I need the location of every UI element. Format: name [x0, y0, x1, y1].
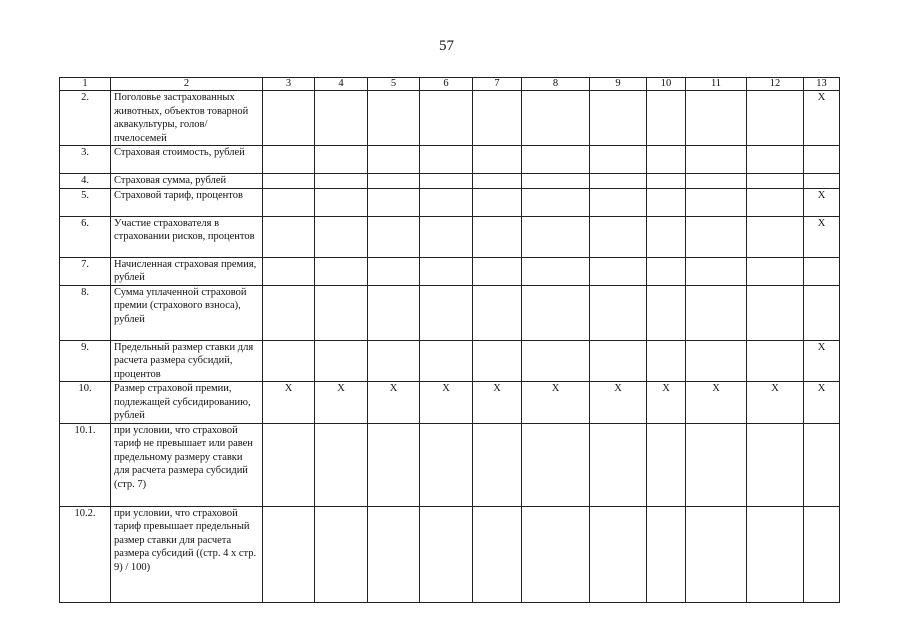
empty-cell: [747, 423, 804, 506]
row-label: Начисленная страховая премия, рублей: [111, 257, 263, 285]
table-row: [60, 146, 840, 174]
empty-cell: [522, 506, 590, 602]
empty-cell: [473, 216, 522, 257]
row-label: Сумма уплаченной страховой премии (страхового взноса), рублей: [111, 285, 263, 340]
empty-cell: [473, 174, 522, 189]
row-label: Размер страховой премии, подлежащей субсидированию, рублей: [111, 382, 263, 424]
row-label: при условии, что страховой тариф не превышает или равен предельному размеру ставки для расчета размера субсидий (стр. 7): [111, 423, 263, 506]
empty-cell: [263, 91, 315, 146]
empty-cell: [747, 188, 804, 216]
row-label: Поголовье застрахованных животных, объектов товарной аквакультуры, голов/пчелосемей: [111, 91, 263, 146]
empty-cell: [686, 216, 747, 257]
empty-cell: [420, 216, 473, 257]
empty-cell: [522, 146, 590, 174]
empty-cell: [473, 257, 522, 285]
empty-cell: [747, 174, 804, 189]
empty-cell: [420, 188, 473, 216]
x-mark-cell: X: [686, 382, 747, 424]
row-number: 10.2.: [60, 506, 111, 602]
column-header: 13: [804, 78, 840, 91]
x-mark-cell: X: [647, 382, 686, 424]
empty-cell: [686, 91, 747, 146]
empty-cell: [647, 188, 686, 216]
empty-cell: [315, 188, 368, 216]
empty-cell: [804, 285, 840, 340]
empty-cell: [420, 506, 473, 602]
empty-cell: [522, 257, 590, 285]
empty-cell: [263, 285, 315, 340]
empty-cell: [804, 423, 840, 506]
empty-cell: [522, 340, 590, 382]
row-number: 9.: [60, 340, 111, 382]
header-row: [60, 78, 840, 91]
row-number: 5.: [60, 188, 111, 216]
column-header: 7: [473, 78, 522, 91]
table-row: [60, 506, 840, 602]
x-mark-cell: X: [590, 382, 647, 424]
empty-cell: [590, 423, 647, 506]
empty-cell: [315, 506, 368, 602]
empty-cell: [473, 188, 522, 216]
empty-cell: [522, 423, 590, 506]
row-label: Страховая сумма, рублей: [111, 174, 263, 189]
empty-cell: [590, 188, 647, 216]
column-header: 4: [315, 78, 368, 91]
column-header: 5: [368, 78, 420, 91]
empty-cell: [368, 285, 420, 340]
empty-cell: [420, 423, 473, 506]
empty-cell: [263, 423, 315, 506]
empty-cell: [263, 506, 315, 602]
empty-cell: [473, 91, 522, 146]
empty-cell: [686, 340, 747, 382]
column-header: 6: [420, 78, 473, 91]
empty-cell: [590, 146, 647, 174]
empty-cell: [315, 91, 368, 146]
empty-cell: [647, 146, 686, 174]
empty-cell: [647, 91, 686, 146]
table-row: [60, 91, 840, 146]
empty-cell: [747, 340, 804, 382]
table-row: [60, 382, 840, 424]
column-header: 11: [686, 78, 747, 91]
empty-cell: [368, 188, 420, 216]
row-label: Предельный размер ставки для расчета размера субсидий, процентов: [111, 340, 263, 382]
row-number: 6.: [60, 216, 111, 257]
empty-cell: [420, 91, 473, 146]
empty-cell: [647, 423, 686, 506]
row-number: 3.: [60, 146, 111, 174]
table-row: [60, 216, 840, 257]
data-table: [59, 77, 840, 603]
table-row: [60, 257, 840, 285]
empty-cell: [522, 174, 590, 189]
column-header: 8: [522, 78, 590, 91]
empty-cell: [747, 257, 804, 285]
empty-cell: [263, 146, 315, 174]
empty-cell: [686, 257, 747, 285]
table-row: [60, 285, 840, 340]
empty-cell: [315, 285, 368, 340]
empty-cell: [473, 423, 522, 506]
column-header: 12: [747, 78, 804, 91]
empty-cell: [368, 423, 420, 506]
empty-cell: [368, 146, 420, 174]
column-header: 10: [647, 78, 686, 91]
empty-cell: [522, 188, 590, 216]
empty-cell: [368, 257, 420, 285]
table-row: [60, 188, 840, 216]
empty-cell: [647, 174, 686, 189]
empty-cell: [647, 285, 686, 340]
x-mark-cell: X: [804, 91, 840, 146]
empty-cell: [804, 506, 840, 602]
empty-cell: [420, 257, 473, 285]
empty-cell: [473, 340, 522, 382]
empty-cell: [315, 423, 368, 506]
column-header: 3: [263, 78, 315, 91]
row-label: при условии, что страховой тариф превышает предельный размер ставки для расчета размера субсидий ((стр. 4 x стр. 9) / 100): [111, 506, 263, 602]
x-mark-cell: X: [263, 382, 315, 424]
empty-cell: [315, 216, 368, 257]
empty-cell: [263, 216, 315, 257]
x-mark-cell: X: [522, 382, 590, 424]
empty-cell: [804, 146, 840, 174]
page-number: 57: [439, 38, 454, 54]
empty-cell: [747, 506, 804, 602]
table-row: [60, 423, 840, 506]
empty-cell: [647, 340, 686, 382]
empty-cell: [473, 506, 522, 602]
row-number: 2.: [60, 91, 111, 146]
empty-cell: [473, 146, 522, 174]
empty-cell: [368, 340, 420, 382]
x-mark-cell: X: [804, 382, 840, 424]
row-label: Участие страхователя в страховании рисков, процентов: [111, 216, 263, 257]
row-label: Страховая стоимость, рублей: [111, 146, 263, 174]
empty-cell: [590, 340, 647, 382]
empty-cell: [647, 257, 686, 285]
empty-cell: [686, 423, 747, 506]
empty-cell: [263, 188, 315, 216]
empty-cell: [522, 285, 590, 340]
column-header: 2: [111, 78, 263, 91]
empty-cell: [686, 146, 747, 174]
empty-cell: [590, 257, 647, 285]
empty-cell: [420, 285, 473, 340]
empty-cell: [315, 257, 368, 285]
x-mark-cell: X: [473, 382, 522, 424]
x-mark-cell: X: [315, 382, 368, 424]
row-number: 7.: [60, 257, 111, 285]
empty-cell: [590, 91, 647, 146]
x-mark-cell: X: [368, 382, 420, 424]
column-header: 1: [60, 78, 111, 91]
empty-cell: [420, 174, 473, 189]
empty-cell: [747, 216, 804, 257]
empty-cell: [263, 174, 315, 189]
row-label: Страховой тариф, процентов: [111, 188, 263, 216]
x-mark-cell: X: [804, 340, 840, 382]
table-row: [60, 174, 840, 189]
row-number: 4.: [60, 174, 111, 189]
empty-cell: [590, 216, 647, 257]
empty-cell: [686, 188, 747, 216]
empty-cell: [686, 506, 747, 602]
empty-cell: [747, 146, 804, 174]
empty-cell: [263, 340, 315, 382]
column-header: 9: [590, 78, 647, 91]
x-mark-cell: X: [420, 382, 473, 424]
row-number: 8.: [60, 285, 111, 340]
empty-cell: [368, 216, 420, 257]
empty-cell: [747, 285, 804, 340]
empty-cell: [473, 285, 522, 340]
empty-cell: [263, 257, 315, 285]
empty-cell: [686, 285, 747, 340]
empty-cell: [590, 506, 647, 602]
empty-cell: [420, 146, 473, 174]
empty-cell: [747, 91, 804, 146]
empty-cell: [590, 285, 647, 340]
x-mark-cell: X: [804, 188, 840, 216]
empty-cell: [315, 174, 368, 189]
x-mark-cell: X: [804, 216, 840, 257]
empty-cell: [686, 174, 747, 189]
empty-cell: [590, 174, 647, 189]
empty-cell: [368, 91, 420, 146]
row-number: 10.1.: [60, 423, 111, 506]
empty-cell: [368, 174, 420, 189]
empty-cell: [368, 506, 420, 602]
empty-cell: [420, 340, 473, 382]
empty-cell: [315, 340, 368, 382]
row-number: 10.: [60, 382, 111, 424]
empty-cell: [522, 216, 590, 257]
empty-cell: [647, 506, 686, 602]
x-mark-cell: X: [747, 382, 804, 424]
empty-cell: [522, 91, 590, 146]
empty-cell: [804, 257, 840, 285]
table-row: [60, 340, 840, 382]
empty-cell: [315, 146, 368, 174]
empty-cell: [647, 216, 686, 257]
empty-cell: [804, 174, 840, 189]
